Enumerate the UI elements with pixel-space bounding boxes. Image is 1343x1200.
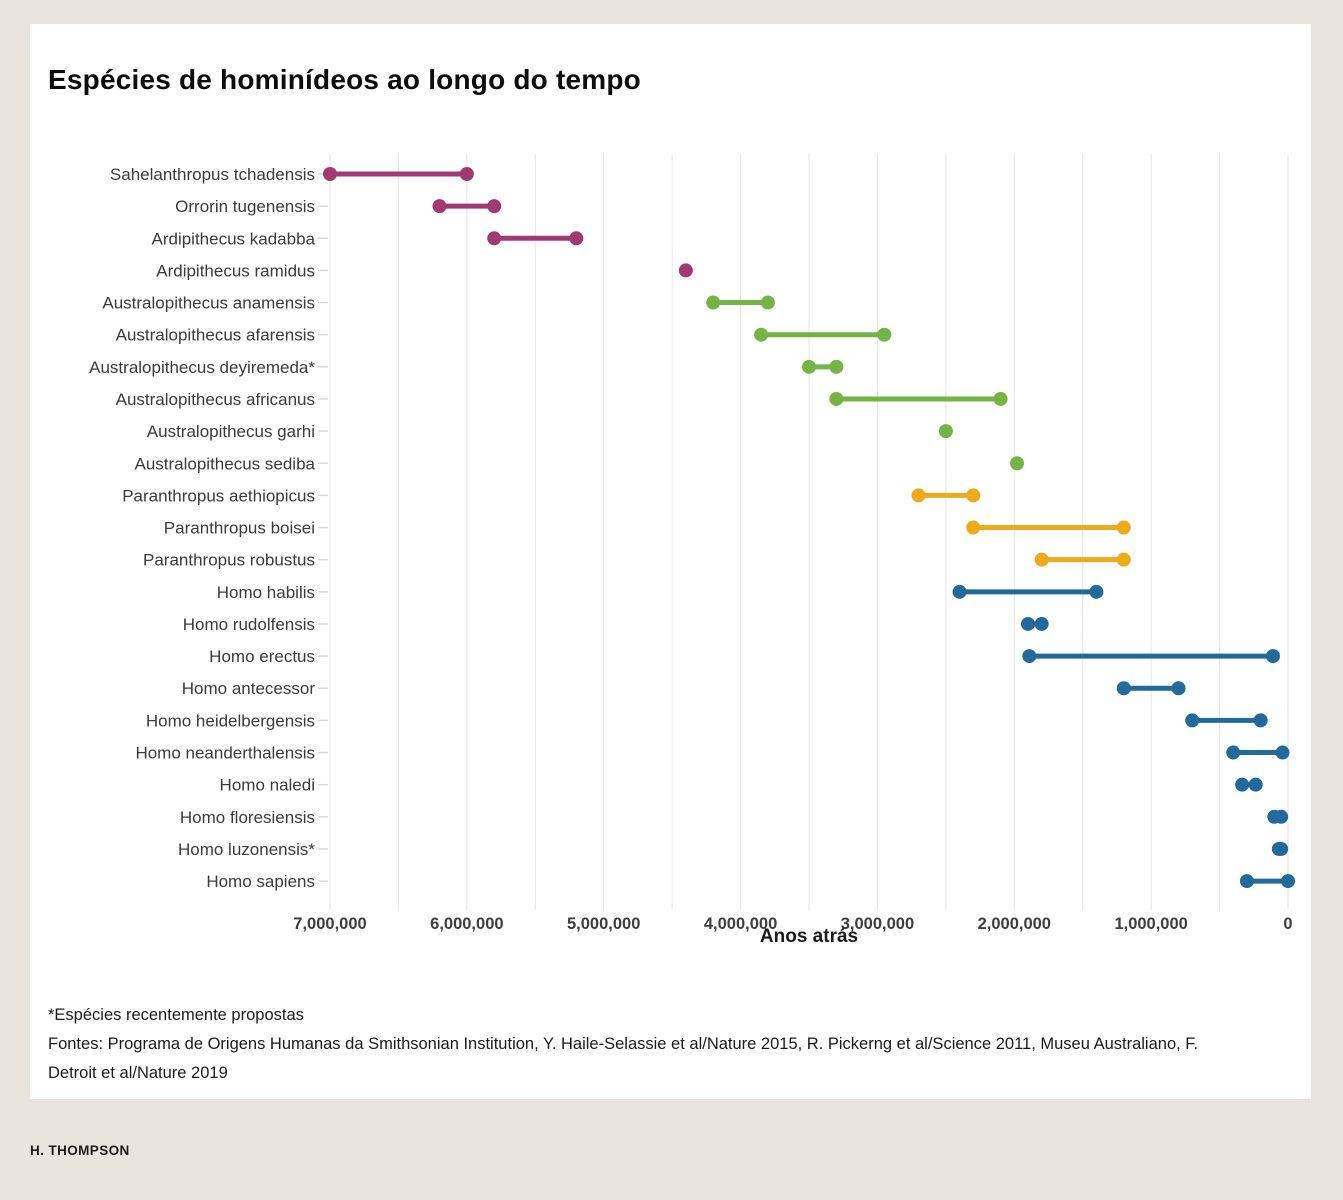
range-start-dot — [1021, 617, 1035, 631]
x-axis-title: Anos atrás — [759, 926, 859, 947]
species-label: Homo sapiens — [206, 872, 315, 892]
range-start-dot — [487, 231, 501, 245]
species-label: Homo habilis — [216, 582, 315, 602]
x-tick-label: 4,000,000 — [703, 915, 778, 933]
range-end-dot — [1266, 649, 1280, 663]
x-tick-label: 1,000,000 — [1114, 915, 1188, 933]
range-start-dot — [323, 167, 337, 181]
footnote-asterisk: *Espécies recentemente propostas — [48, 1006, 304, 1024]
range-point-dot — [1010, 456, 1024, 470]
species-label: Australopithecus afarensis — [115, 325, 315, 345]
species-label: Paranthropus boisei — [163, 518, 315, 538]
range-end-dot — [966, 488, 980, 502]
species-label: Orrorin tugenensis — [175, 197, 315, 217]
species-label: Paranthropus aethiopicus — [122, 486, 315, 506]
range-point-dot — [939, 424, 953, 438]
species-label: Australopithecus sediba — [134, 454, 315, 474]
range-end-dot — [1249, 778, 1263, 792]
range-end-dot — [1276, 746, 1290, 760]
species-label: Australopithecus deyiremeda* — [89, 357, 315, 377]
x-tick-label: 5,000,000 — [567, 915, 641, 933]
range-start-dot — [911, 488, 925, 502]
footnotes — [48, 1001, 1228, 1088]
footnote-sources: Fontes: Programa de Origens Humanas da Smithsonian Institution, Y. Haile-Selassie et al/Nature 2015, R. Pickerng et al/Science 2011, Museu Australiano, F. Detroit et al/Nature 2019 — [48, 1035, 1199, 1082]
range-start-dot — [1117, 681, 1131, 695]
range-end-dot — [1117, 521, 1131, 535]
range-end-dot — [569, 231, 583, 245]
x-tick-label: 3,000,000 — [840, 915, 915, 933]
species-label: Homo rudolfensis — [182, 614, 315, 634]
species-label: Homo heidelbergensis — [145, 711, 315, 731]
species-label: Australopithecus africanus — [115, 389, 315, 409]
chart-card — [30, 24, 1311, 1099]
range-end-dot — [1274, 842, 1288, 856]
x-tick-label: 2,000,000 — [977, 915, 1051, 933]
species-label: Homo naledi — [219, 775, 315, 795]
species-label: Australopithecus garhi — [146, 422, 315, 442]
range-end-dot — [1089, 585, 1103, 599]
species-label: Paranthropus robustus — [143, 550, 315, 570]
range-end-dot — [829, 360, 843, 374]
range-start-dot — [754, 328, 768, 342]
species-label: Sahelanthropus tchadensis — [109, 165, 315, 184]
hominin-timeline-chart — [30, 146, 1311, 938]
species-label: Homo neanderthalensis — [135, 743, 315, 763]
range-end-dot — [1117, 553, 1131, 567]
species-label: Homo erectus — [209, 647, 315, 667]
range-end-dot — [1254, 713, 1268, 727]
range-end-dot — [487, 199, 501, 213]
species-label: Homo antecessor — [181, 679, 315, 699]
range-end-dot — [1281, 874, 1295, 888]
range-point-dot — [679, 263, 693, 277]
author-credit: H. THOMPSON — [30, 1143, 130, 1158]
range-start-dot — [1226, 746, 1240, 760]
species-label: Australopithecus anamensis — [102, 293, 315, 313]
x-tick-label: 0 — [1283, 915, 1293, 933]
species-label: Ardipithecus kadabba — [151, 229, 315, 249]
range-start-dot — [432, 199, 446, 213]
range-end-dot — [1274, 810, 1288, 824]
range-start-dot — [1022, 649, 1036, 663]
chart-title: Espécies de hominídeos ao longo do tempo — [48, 64, 641, 95]
range-end-dot — [761, 296, 775, 310]
range-start-dot — [706, 296, 720, 310]
range-start-dot — [802, 360, 816, 374]
range-end-dot — [1172, 681, 1186, 695]
range-end-dot — [1035, 617, 1049, 631]
species-label: Ardipithecus ramidus — [156, 261, 315, 281]
x-tick-label: 6,000,000 — [430, 915, 504, 933]
x-tick-label: 7,000,000 — [293, 915, 367, 933]
range-start-dot — [953, 585, 967, 599]
species-label: Homo floresiensis — [179, 807, 315, 827]
range-start-dot — [829, 392, 843, 406]
range-start-dot — [1235, 778, 1249, 792]
range-end-dot — [994, 392, 1008, 406]
range-start-dot — [1035, 553, 1049, 567]
range-start-dot — [966, 521, 980, 535]
species-label: Homo luzonensis* — [177, 839, 315, 859]
range-start-dot — [1185, 713, 1199, 727]
range-start-dot — [1240, 874, 1254, 888]
range-end-dot — [460, 167, 474, 181]
range-end-dot — [877, 328, 891, 342]
